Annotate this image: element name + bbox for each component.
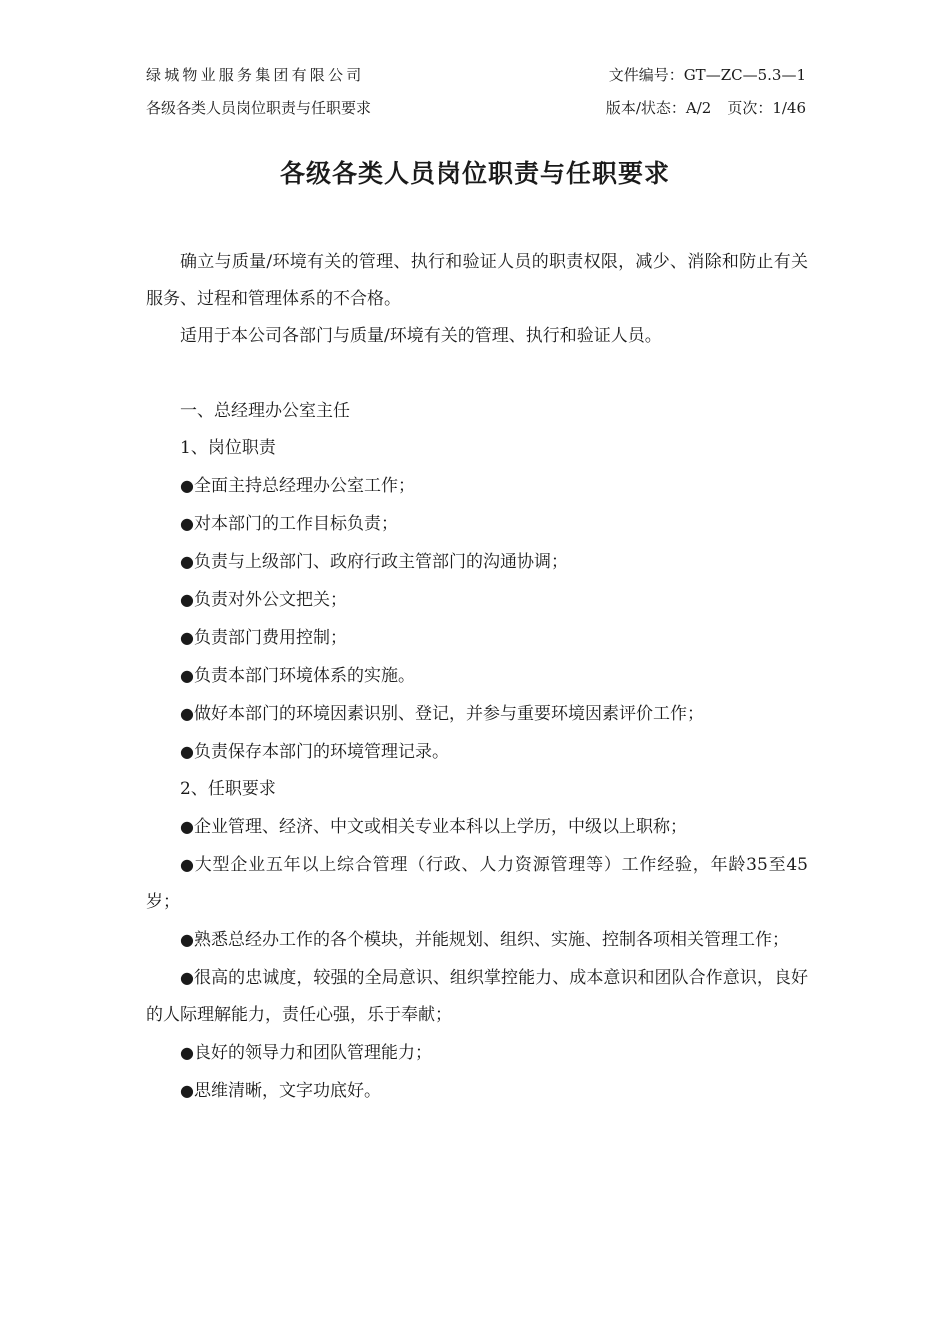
header-file-number: 文件编号：GT—ZC—5.3—1 (608, 66, 806, 84)
purpose-paragraph: 确立与质量/环境有关的管理、执行和验证人员的职责权限，减少、消除和防止有关服务、过程和管理体系的不合格。 (146, 252, 808, 309)
section-spacer (146, 355, 808, 393)
duty-text: 做好本部门的环境因素识别、登记，并参与重要环境因素评价工作； (193, 704, 704, 724)
duty-item (146, 581, 808, 619)
duty-text: 对本部门的工作目标负责； (193, 514, 398, 534)
header-page-number: 页次：1/46 (727, 99, 806, 117)
requirement-text: 良好的领导力和团队管理能力； (193, 1043, 432, 1063)
duty-item (146, 505, 808, 543)
duty-text: 负责对外公文把关； (193, 590, 347, 610)
requirement-item (146, 921, 808, 959)
header-version-page (606, 98, 806, 118)
requirement-text: 很高的忠诚度，较强的全局意识、组织掌控能力、成本意识和团队合作意识，良好的人际理解能力，责任心强，乐于奉献； (146, 968, 809, 1025)
document-title: 各级各类人员岗位职责与任职要求 (279, 159, 670, 188)
requirements-heading: 2、任职要求 (180, 779, 276, 799)
requirement-item (146, 1072, 808, 1110)
duty-item (146, 619, 808, 657)
requirement-text: 大型企业五年以上综合管理（行政、人力资源管理等）工作经验，年龄35至45岁； (146, 855, 808, 912)
section-heading: 一、总经理办公室主任 (180, 401, 350, 421)
duty-text: 负责与上级部门、政府行政主管部门的沟通协调； (193, 552, 568, 572)
duties-heading: 1、岗位职责 (180, 438, 276, 458)
requirement-item (146, 1034, 808, 1072)
duty-item (146, 467, 808, 505)
requirement-text: 思维清晰，文字功底好。 (193, 1081, 381, 1101)
duty-item (146, 543, 808, 581)
duty-text: 负责部门费用控制； (193, 628, 347, 648)
duty-item (146, 695, 808, 733)
requirement-item (146, 808, 808, 846)
document-body (146, 244, 808, 1110)
requirement-item (146, 959, 808, 1034)
header-company: 绿城物业服务集团有限公司 (146, 66, 365, 84)
requirement-text: 熟悉总经办工作的各个模块，并能规划、组织、实施、控制各项相关管理工作； (193, 930, 789, 950)
requirement-text: 企业管理、经济、中文或相关专业本科以上学历，中级以上职称； (193, 817, 687, 837)
scope-paragraph: 适用于本公司各部门与质量/环境有关的管理、执行和验证人员。 (180, 326, 662, 346)
requirement-item (146, 846, 808, 921)
duty-item (146, 657, 808, 695)
header-version: 版本/状态：A/2 (605, 99, 712, 117)
duty-text: 负责本部门环境体系的实施。 (193, 666, 415, 686)
header-doc-title: 各级各类人员岗位职责与任职要求 (146, 99, 372, 117)
duty-text: 负责保存本部门的环境管理记录。 (193, 742, 449, 762)
duty-text: 全面主持总经理办公室工作； (193, 476, 415, 496)
duty-item (146, 733, 808, 771)
